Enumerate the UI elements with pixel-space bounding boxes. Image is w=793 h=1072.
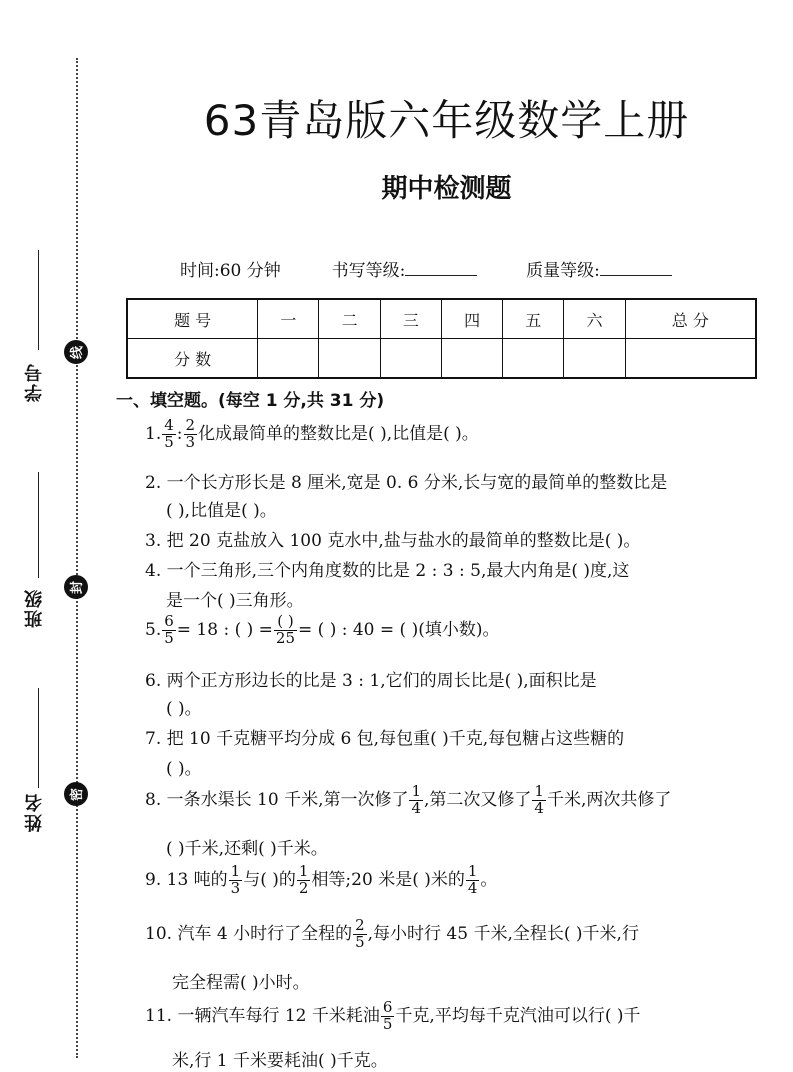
cut-line — [76, 58, 78, 1058]
quality-grade-field[interactable] — [600, 261, 672, 276]
question-3: 3. 把 20 克盐放入 100 克水中,盐与盐水的最简单的整数比是( )。 — [145, 531, 641, 551]
section-heading: 一、填空题。(每空 1 分,共 31 分) — [116, 391, 385, 411]
score-input-cell[interactable] — [625, 339, 756, 379]
fraction: $\frac{6}{5}$ — [164, 612, 174, 647]
score-input-cell[interactable] — [503, 339, 564, 379]
score-input-cell[interactable] — [441, 339, 502, 379]
secret-mark-icon: 密 — [64, 782, 88, 806]
score-cell: 二 — [319, 299, 380, 339]
fraction: $\frac{1}{4}$ — [411, 782, 422, 817]
question-8-line2: ( )千米,还剩( )千米。 — [166, 839, 328, 859]
seal-mark-icon: 封 — [64, 575, 88, 599]
exam-meta — [180, 256, 672, 281]
score-table — [126, 298, 757, 379]
score-table-score-row — [127, 339, 756, 379]
question-2: 2. 一个长方形长是 8 厘米,宽是 0. 6 分米,长与宽的最简单的整数比是 — [145, 473, 668, 493]
fraction: $\frac{1}{4}$ — [467, 862, 478, 897]
score-input-cell[interactable] — [380, 339, 441, 379]
question-11: 11. 一辆汽车每行 12 千米耗油 $\frac{6}{5}$ 千克,平均每千克汽油可以行( )千 — [145, 998, 641, 1033]
time-label: 时间:60 分钟 — [180, 261, 281, 281]
fraction: $\frac{1}{2}$ — [298, 862, 309, 897]
score-cell: 六 — [564, 299, 625, 339]
score-cell: 题 号 — [127, 299, 258, 339]
line-mark-icon: 线 — [64, 340, 88, 364]
question-1: 1. $\frac{4}{5}$ : $\frac{2}{3}$ 化成最简单的整数比是( ),比值是( )。 — [145, 416, 479, 451]
page-title: 63青岛版六年级数学上册 — [203, 96, 690, 145]
fraction: $\frac{4}{5}$ — [164, 416, 174, 451]
quality-grade-label: 质量等级: — [526, 261, 600, 281]
question-8: 8. 一条水渠长 10 千米,第一次修了 $\frac{1}{4}$ ,第二次又修了 $\frac{1}{4}$ 千米,两次共修了 — [145, 782, 672, 817]
fraction: $\frac{2}{5}$ — [355, 916, 365, 951]
question-11-line2: 米,行 1 千米要耗油( )千克。 — [172, 1051, 388, 1071]
fraction: $\frac{6}{5}$ — [382, 998, 393, 1033]
question-6-line2: ( )。 — [166, 699, 202, 719]
score-cell: 一 — [258, 299, 319, 339]
score-table-header-row — [127, 299, 756, 339]
score-cell: 五 — [503, 299, 564, 339]
question-7-line2: ( )。 — [166, 759, 202, 779]
writing-grade-field[interactable] — [405, 261, 477, 276]
name-line[interactable] — [38, 688, 39, 788]
question-10: 10. 汽车 4 小时行了全程的 $\frac{2}{5}$ ,每小时行 45 千米,全程长( )千米,行 — [145, 916, 639, 951]
fraction: $\frac{1}{3}$ — [230, 862, 241, 897]
fraction: $\frac{2}{3}$ — [185, 416, 196, 451]
question-7: 7. 把 10 千克糖平均分成 6 包,每包重( )千克,每包糖占这些糖的 — [145, 729, 625, 749]
score-input-cell[interactable] — [564, 339, 625, 379]
question-4-line2: 是一个( )三角形。 — [166, 591, 304, 611]
student-id-label: 学号 — [24, 362, 45, 402]
question-2-line2: ( ),比值是( )。 — [166, 501, 277, 521]
page-subtitle: 期中检测题 — [381, 174, 512, 204]
question-10-line2: 完全程需( )小时。 — [172, 973, 310, 993]
writing-grade-label: 书写等级: — [331, 261, 406, 281]
binding-margin — [0, 0, 110, 1072]
name-label: 姓名 — [24, 792, 45, 832]
score-cell: 四 — [441, 299, 502, 339]
score-row-label: 分 数 — [127, 339, 258, 379]
class-label: 班级 — [24, 588, 45, 628]
score-cell: 三 — [380, 299, 441, 339]
question-5: 5. $\frac{6}{5}$ = 18 : ( ) = ( ) 25 = ( ) : 40 = ( )(填小数)。 — [145, 612, 500, 647]
question-6: 6. 两个正方形边长的比是 3 : 1,它们的周长比是( ),面积比是 — [145, 671, 597, 691]
class-line[interactable] — [38, 472, 39, 578]
score-input-cell[interactable] — [258, 339, 319, 379]
fraction: $\frac{1}{4}$ — [534, 782, 544, 817]
score-cell: 总 分 — [625, 299, 756, 339]
fraction: ( ) 25 — [275, 612, 296, 647]
question-9: 9. 13 吨的 $\frac{1}{3}$ 与( )的 $\frac{1}{2}$ 相等;20 米是( )米的 $\frac{1}{4}$ 。 — [145, 862, 498, 897]
question-4: 4. 一个三角形,三个内角度数的比是 2 : 3 : 5,最大内角是( )度,这 — [145, 561, 630, 581]
score-input-cell[interactable] — [319, 339, 380, 379]
student-id-line[interactable] — [38, 250, 39, 350]
